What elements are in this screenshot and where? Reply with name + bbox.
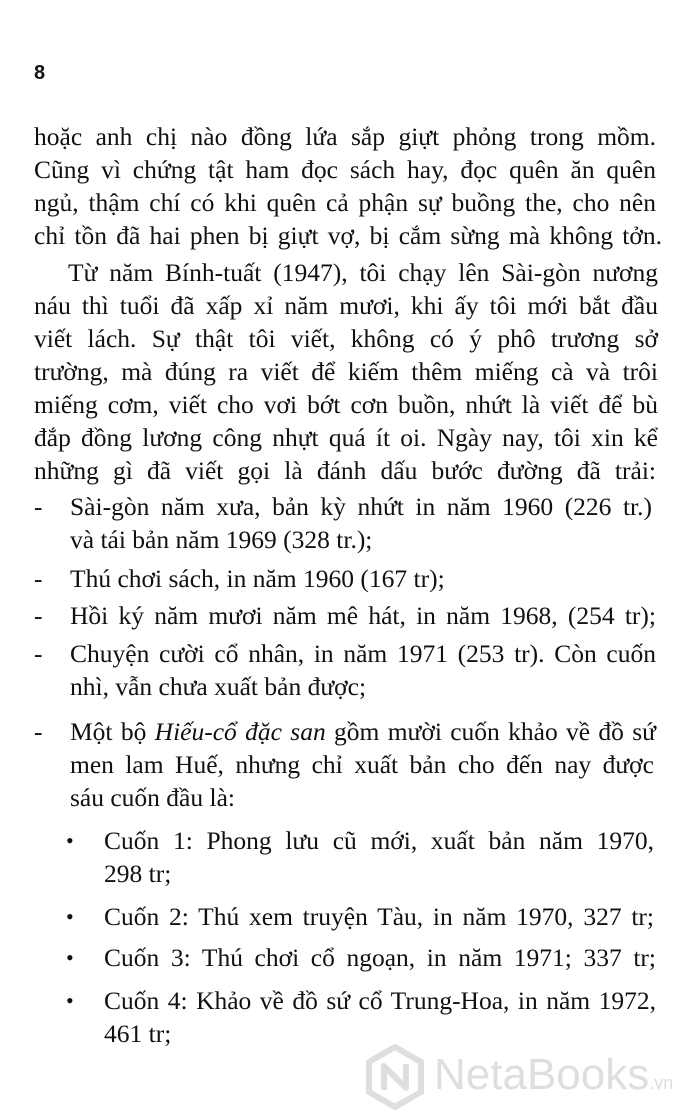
list-item: 298 tr; bbox=[104, 859, 172, 888]
item-suffix: gồm mười cuốn khảo về đồ sứ bbox=[325, 717, 656, 746]
list-dash-marker: - bbox=[34, 639, 43, 668]
list-item: Chuyện cười cổ nhân, in năm 1971 (253 tr). Còn cuốn bbox=[70, 639, 656, 668]
bullet-marker: • bbox=[66, 904, 74, 929]
text-line: hoặc anh chị nào đồng lứa sắp giựt phỏng trong mồm. bbox=[34, 122, 656, 151]
list-item: sáu cuốn đầu là: bbox=[70, 783, 235, 812]
text-line: chỉ tồn đã hai phen bị giựt vợ, bị cắm sừng mà không tởn. bbox=[34, 221, 662, 250]
text-line: náu thì tuổi đã xấp xỉ năm mươi, khi ấy tôi mới bắt đầu bbox=[34, 291, 658, 320]
list-item: Sài-gòn năm xưa, bản kỳ nhứt in năm 1960 (226 tr.) bbox=[70, 492, 652, 521]
text-line: ngủ, thậm chí có khi quên cả phận sự buồng the, cho nên bbox=[34, 188, 656, 217]
list-item: Cuốn 3: Thú chơi cổ ngoạn, in năm 1971; 337 tr; bbox=[104, 943, 656, 972]
text-line: Cũng vì chứng tật ham đọc sách hay, đọc quên ăn quên bbox=[34, 155, 656, 184]
list-item bbox=[70, 716, 656, 748]
list-item: Thú chơi sách, in năm 1960 (167 tr); bbox=[70, 564, 445, 593]
watermark-name: NetaBooks bbox=[434, 1050, 650, 1099]
italic-title: Hiếu-cổ đặc san bbox=[154, 717, 326, 746]
list-dash-marker: - bbox=[34, 717, 43, 746]
text-line: đắp đồng lương công nhựt quá ít oi. Ngày nay, tôi xin kể bbox=[34, 423, 658, 452]
list-item: 461 tr; bbox=[104, 1019, 172, 1048]
item-prefix: Một bộ bbox=[70, 717, 155, 746]
list-dash-marker: - bbox=[34, 601, 43, 630]
list-item: nhì, vẫn chưa xuất bản được; bbox=[70, 672, 367, 701]
watermark bbox=[362, 1044, 692, 1112]
text-line: miếng cơm, viết cho vơi bớt cơn buồn, nhứt là viết để bù bbox=[34, 390, 658, 419]
list-dash-marker: - bbox=[34, 564, 43, 593]
list-item: Cuốn 2: Thú xem truyện Tàu, in năm 1970, 327 tr; bbox=[104, 902, 654, 931]
bullet-marker: • bbox=[66, 828, 74, 853]
watermark-ext: .vn bbox=[649, 1073, 674, 1093]
netabooks-logo-icon bbox=[362, 1044, 428, 1110]
list-item: và tái bản năm 1969 (328 tr.); bbox=[70, 525, 373, 554]
list-item: Cuốn 1: Phong lưu cũ mới, xuất bản năm 1970, bbox=[104, 826, 654, 855]
bullet-marker: • bbox=[66, 988, 74, 1013]
text-line: viết lách. Sự thật tôi viết, không có ý phô trương sở bbox=[34, 324, 658, 353]
list-item: men lam Huế, nhưng chỉ xuất bản cho đến nay được bbox=[70, 750, 654, 779]
page-number: 8 bbox=[34, 62, 46, 84]
watermark-text bbox=[434, 1050, 673, 1100]
list-item: Cuốn 4: Khảo về đồ sứ cổ Trung-Hoa, in năm 1972, bbox=[104, 986, 656, 1015]
list-item: Hồi ký năm mươi năm mê hát, in năm 1968, (254 tr); bbox=[70, 601, 656, 630]
text-line: Từ năm Bính-tuất (1947), tôi chạy lên Sài-gòn nương bbox=[68, 258, 658, 287]
bullet-marker: • bbox=[66, 945, 74, 970]
text-line: trường, mà đúng ra viết để kiếm thêm miếng cà và trôi bbox=[34, 357, 658, 386]
list-dash-marker: - bbox=[34, 492, 43, 521]
text-line: những gì đã viết gọi là đánh dấu bước đường đã trải: bbox=[34, 456, 656, 485]
